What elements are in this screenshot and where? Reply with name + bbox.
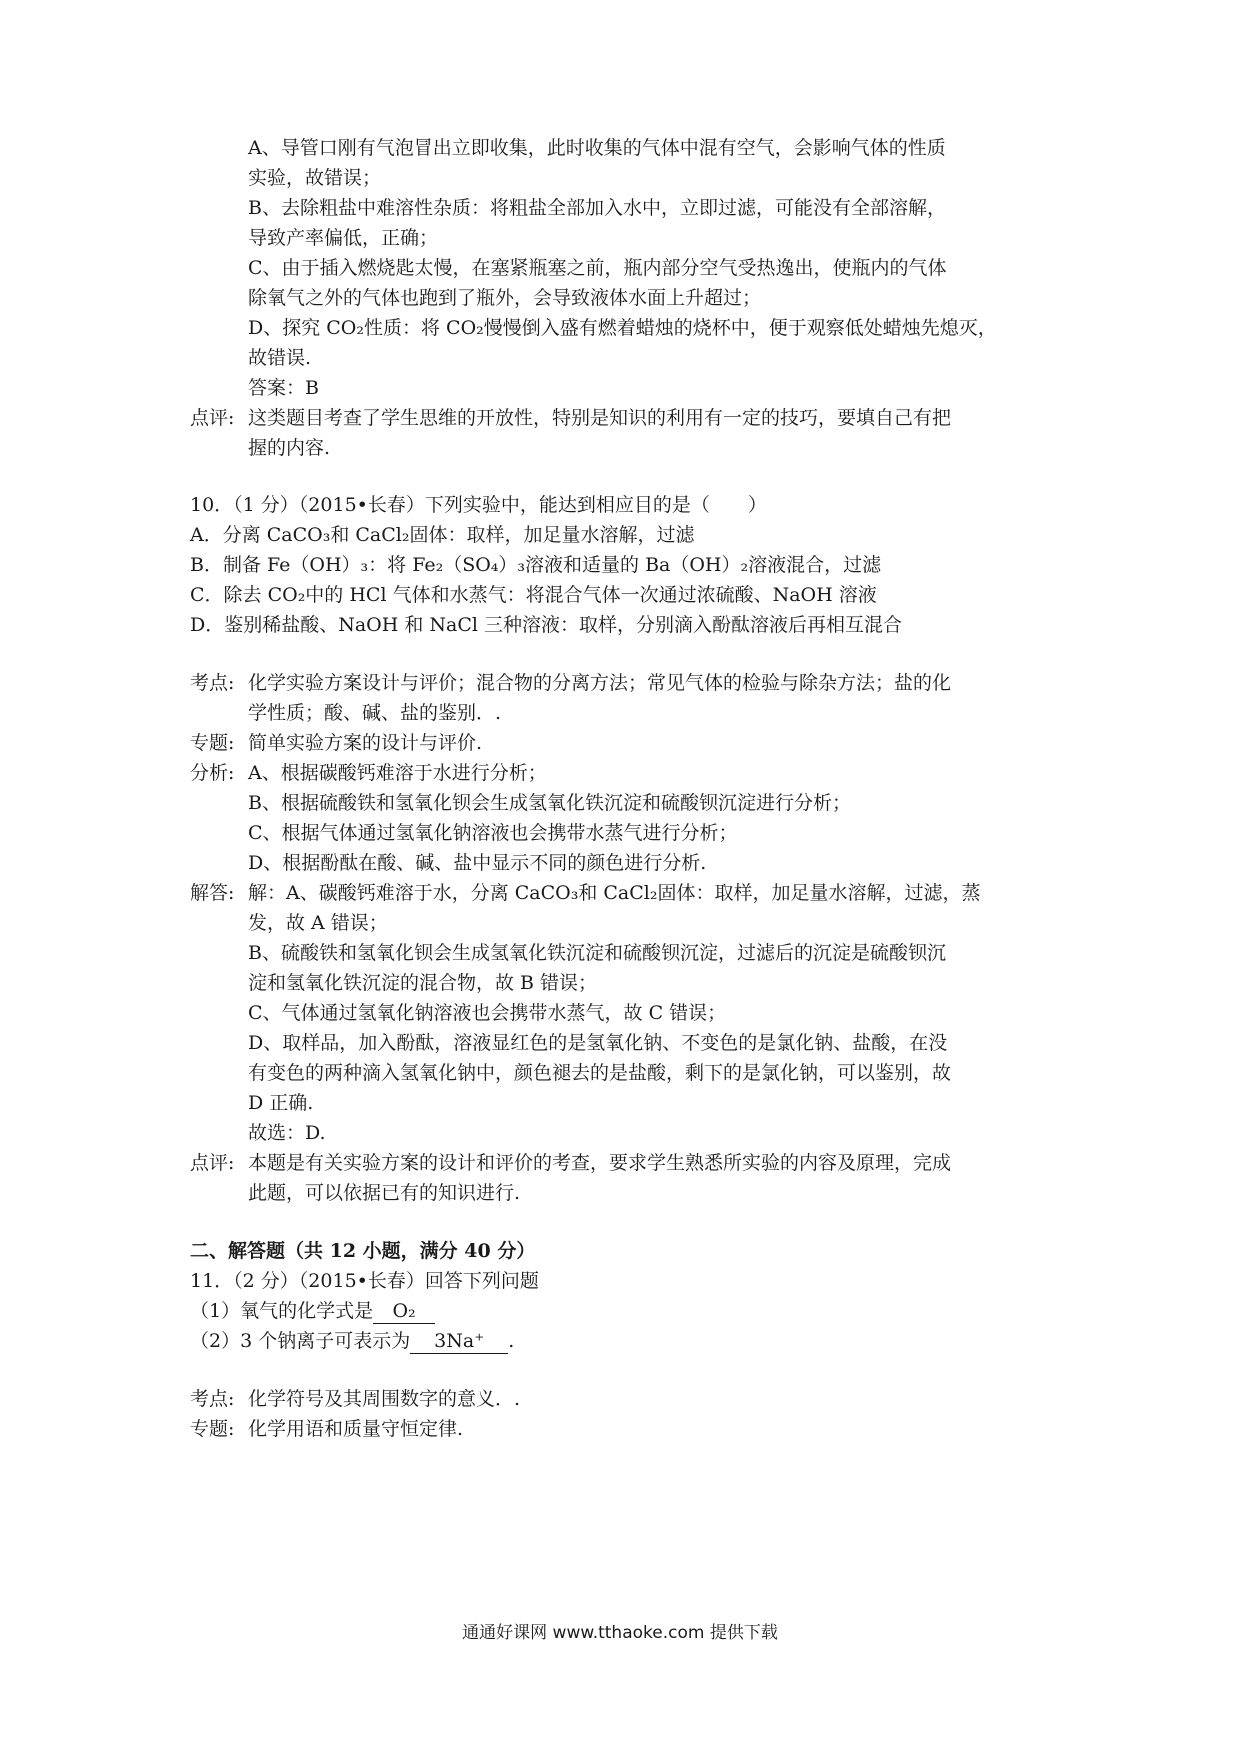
q9-option-c-line2: 除氧气之外的气体也跑到了瓶外，会导致液体水面上升超过； bbox=[248, 287, 762, 309]
q10-jieda-line7: 有变色的两种滴入氢氧化钠中，颜色褪去的是盐酸，剩下的是氯化钠，可以鉴别，故 bbox=[248, 1062, 952, 1084]
q10-zhuanti bbox=[190, 728, 482, 758]
fenxi-text: A、根据碳酸钙难溶于水进行分析； bbox=[248, 762, 547, 784]
q9-option-b-line2: 导致产率偏低，正确； bbox=[248, 227, 439, 249]
page-footer: 通通好课网 www.tthaoke.com 提供下载 bbox=[462, 1623, 778, 1643]
zhuanti-text: 简单实验方案的设计与评价. bbox=[248, 732, 483, 754]
q10-jieda-line3: B、硫酸铁和氢氧化钡会生成氢氧化铁沉淀和硫酸钡沉淀，过滤后的沉淀是硫酸钡沉 bbox=[248, 942, 946, 964]
q11-kaodian bbox=[190, 1384, 520, 1414]
q10-pingping-line1 bbox=[190, 1148, 951, 1178]
q10-fenxi-line3: C、根据气体通过氢氧化钠溶液也会携带水蒸气进行分析； bbox=[248, 822, 738, 844]
kaodian-text: 化学实验方案设计与评价；混合物的分离方法；常见气体的检验与除杂方法；盐的化 bbox=[248, 672, 952, 694]
q10-jieda-line2: 发，故 A 错误； bbox=[248, 912, 388, 934]
q10-kaodian-line2: 学性质；酸、碱、盐的鉴别．. bbox=[248, 702, 502, 724]
q11-part2-answer: 3Na⁺ bbox=[410, 1329, 508, 1354]
section-heading: 二、解答题（共 12 小题，满分 40 分） bbox=[190, 1240, 536, 1262]
pingping-label: 点评: bbox=[190, 1152, 235, 1174]
comment-label: 点评: bbox=[190, 407, 235, 429]
q9-comment-line2: 握的内容. bbox=[248, 437, 331, 459]
q10-jieda-line1 bbox=[190, 878, 981, 908]
q10-jieda-line8: D 正确. bbox=[248, 1092, 314, 1114]
q11-part2-prefix: （2）3 个钠离子可表示为 bbox=[190, 1330, 411, 1352]
q10-fenxi-line4: D、根据酚酞在酸、碱、盐中显示不同的颜色进行分析. bbox=[248, 852, 707, 874]
q11-stem: 11．（2 分）（2015•长春）回答下列问题 bbox=[190, 1270, 539, 1292]
q9-comment-line1 bbox=[190, 403, 951, 433]
q10-stem: 10．（1 分）（2015•长春）下列实验中，能达到相应目的是（ ） bbox=[190, 494, 767, 516]
q9-answer: 答案：B bbox=[248, 377, 319, 399]
q10-option-d: D．鉴别稀盐酸、NaOH 和 NaCl 三种溶液：取样，分别滴入酚酞溶液后再相互混合 bbox=[190, 614, 903, 636]
pingping-text: 本题是有关实验方案的设计和评价的考查，要求学生熟悉所实验的内容及原理，完成 bbox=[248, 1152, 952, 1174]
q11-zhuanti bbox=[190, 1414, 463, 1444]
q10-jieda-line4: 淀和氢氧化铁沉淀的混合物，故 B 错误； bbox=[248, 972, 598, 994]
q9-option-d-line2: 故错误. bbox=[248, 347, 312, 369]
q10-option-c: C．除去 CO₂中的 HCl 气体和水蒸气：将混合气体一次通过浓硫酸、NaOH 溶液 bbox=[190, 584, 877, 606]
q10-kaodian-line1 bbox=[190, 668, 951, 698]
q11-part2-suffix: . bbox=[508, 1330, 515, 1352]
q10-fenxi-line2: B、根据硫酸铁和氢氧化钡会生成氢氧化铁沉淀和硫酸钡沉淀进行分析； bbox=[248, 792, 851, 814]
q9-option-c-line1: C、由于插入燃烧匙太慢，在塞紧瓶塞之前，瓶内部分空气受热逸出，使瓶内的气体 bbox=[248, 257, 947, 279]
q10-pingping-line2: 此题，可以依据已有的知识进行. bbox=[248, 1182, 521, 1204]
zhuanti-label: 专题: bbox=[190, 732, 235, 754]
q11-part1-prefix: （1）氧气的化学式是 bbox=[190, 1300, 374, 1322]
jieda-text: 解：A、碳酸钙难溶于水，分离 CaCO₃和 CaCl₂固体：取样，加足量水溶解，过滤，蒸 bbox=[248, 882, 981, 904]
q9-option-a-line2: 实验，故错误； bbox=[248, 167, 382, 189]
comment-text: 这类题目考查了学生思维的开放性，特别是知识的利用有一定的技巧，要填自己有把 bbox=[248, 407, 952, 429]
q10-option-b: B．制备 Fe（OH）₃：将 Fe₂（SO₄）₃溶液和适量的 Ba（OH）₂溶液混合，过滤 bbox=[190, 554, 882, 576]
zhuanti-text: 化学用语和质量守恒定律. bbox=[248, 1418, 464, 1440]
kaodian-text: 化学符号及其周围数字的意义．. bbox=[248, 1388, 521, 1410]
q9-option-a-line1: A、导管口刚有气泡冒出立即收集，此时收集的气体中混有空气，会影响气体的性质 bbox=[248, 137, 946, 159]
q10-jieda-line6: D、取样品，加入酚酞，溶液显红色的是氢氧化钠、不变色的是氯化钠、盐酸，在没 bbox=[248, 1032, 948, 1054]
kaodian-label: 考点: bbox=[190, 1388, 235, 1410]
zhuanti-label: 专题: bbox=[190, 1418, 235, 1440]
jieda-label: 解答: bbox=[190, 882, 235, 904]
q11-part1-answer: O₂ bbox=[373, 1299, 435, 1324]
q10-jieda-line9: 故选：D. bbox=[248, 1122, 326, 1144]
fenxi-label: 分析: bbox=[190, 762, 235, 784]
q9-option-d-line1: D、探究 CO₂性质：将 CO₂慢慢倒入盛有燃着蜡烛的烧杯中，便于观察低处蜡烛先熄灭， bbox=[248, 317, 997, 339]
q11-part2 bbox=[190, 1326, 514, 1356]
q10-jieda-line5: C、气体通过氢氧化钠溶液也会携带水蒸气，故 C 错误； bbox=[248, 1002, 727, 1024]
q10-fenxi-line1 bbox=[190, 758, 547, 788]
q11-part1 bbox=[190, 1296, 435, 1326]
q10-option-a: A．分离 CaCO₃和 CaCl₂固体：取样，加足量水溶解，过滤 bbox=[190, 524, 695, 546]
q9-option-b-line1: B、去除粗盐中难溶性杂质：将粗盐全部加入水中，立即过滤，可能没有全部溶解， bbox=[248, 197, 946, 219]
kaodian-label: 考点: bbox=[190, 672, 235, 694]
